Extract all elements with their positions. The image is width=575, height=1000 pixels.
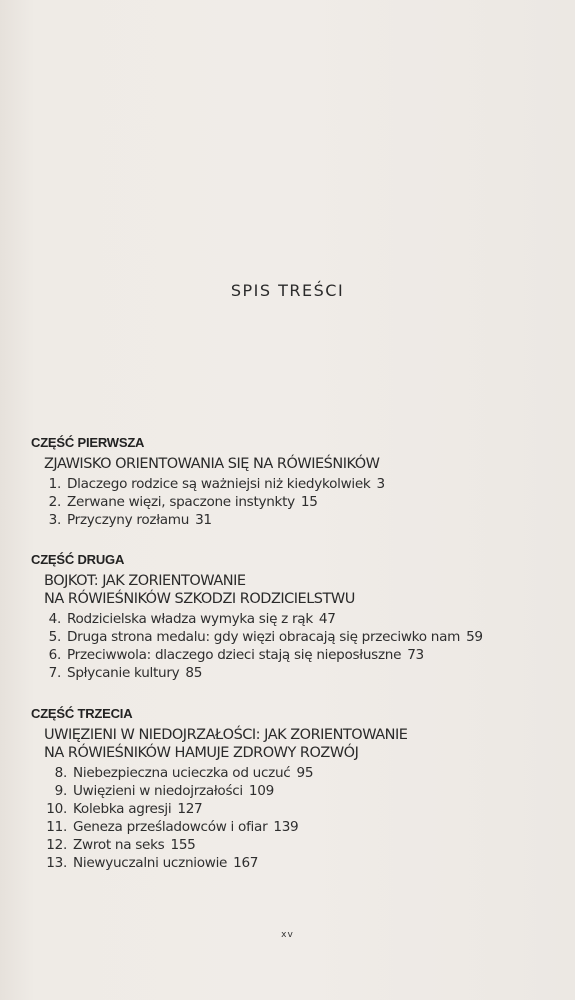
- chapter-entry: [31, 818, 551, 836]
- chapter-title: Spłycanie kultury: [67, 665, 180, 681]
- chapter-entry: [31, 610, 551, 628]
- chapter-entry: [31, 511, 551, 529]
- chapter-title: Przeciwwola: dlaczego dzieci stają się nieposłuszne: [67, 647, 402, 663]
- chapter-entry: [31, 854, 551, 872]
- chapter-number: 7.: [48, 665, 61, 681]
- page-number: xv: [281, 930, 294, 940]
- chapter-entry: [31, 836, 551, 854]
- chapter-title: Rodzicielska władza wymyka się z rąk: [67, 611, 313, 627]
- part-1: [31, 435, 551, 529]
- chapter-page: 73: [407, 647, 424, 663]
- part-3: [31, 706, 551, 872]
- chapter-number: 12.: [46, 837, 67, 853]
- part-heading-line: ZJAWISKO ORIENTOWANIA SIĘ NA RÓWIEŚNIKÓW: [44, 456, 380, 472]
- chapter-number: 9.: [54, 783, 67, 799]
- chapter-page: 155: [170, 837, 196, 853]
- chapter-title: Zerwane więzi, spaczone instynkty: [67, 494, 295, 510]
- part-heading-line: NA RÓWIEŚNIKÓW SZKODZI RODZICIELSTWU: [44, 591, 355, 607]
- part-heading: [44, 455, 551, 473]
- chapter-entry: [31, 764, 551, 782]
- chapter-title: Geneza prześladowców i ofiar: [73, 819, 268, 835]
- chapter-title: Druga strona medalu: gdy więzi obracają się przeciwko nam: [67, 629, 461, 645]
- part-label: CZĘŚĆ TRZECIA: [31, 706, 133, 721]
- chapter-page: 95: [296, 765, 314, 781]
- chapter-entry: [31, 800, 551, 818]
- chapter-title: Uwięzieni w niedojrzałości: [73, 783, 243, 799]
- chapter-page: 47: [318, 611, 336, 627]
- chapter-number: 13.: [46, 855, 67, 871]
- chapter-entry: [31, 646, 551, 664]
- chapter-entry: [31, 782, 551, 800]
- chapter-title: Przyczyny rozłamu: [67, 512, 190, 528]
- chapter-title: Dlaczego rodzice są ważniejsi niż kiedykolwiek: [67, 476, 371, 492]
- chapter-entry: [31, 664, 551, 682]
- chapter-number: 1.: [48, 476, 61, 492]
- chapter-entry: [31, 475, 551, 493]
- chapter-title: Niewyuczalni uczniowie: [73, 855, 228, 871]
- chapter-page: 85: [185, 665, 203, 681]
- chapter-page: 3: [376, 476, 385, 492]
- chapter-title: Niebezpieczna ucieczka od uczuć: [73, 765, 291, 781]
- chapter-number: 10.: [46, 801, 67, 817]
- chapter-entry: [31, 493, 551, 511]
- chapter-title: Zwrot na seks: [73, 837, 165, 853]
- chapter-list: [31, 475, 551, 529]
- part-label: CZĘŚĆ PIERWSZA: [31, 435, 145, 450]
- chapter-number: 11.: [46, 819, 67, 835]
- chapter-list: [31, 764, 551, 872]
- part-2: [31, 552, 551, 682]
- chapter-title: Kolebka agresji: [73, 801, 172, 817]
- page-title: SPIS TREŚCI: [230, 281, 345, 300]
- chapter-number: 2.: [48, 494, 61, 510]
- chapter-number: 4.: [48, 611, 61, 627]
- chapter-list: [31, 610, 551, 682]
- chapter-page: 167: [233, 855, 259, 871]
- part-heading: [44, 726, 551, 762]
- chapter-number: 5.: [48, 629, 61, 645]
- chapter-page: 139: [273, 819, 299, 835]
- chapter-number: 6.: [48, 647, 61, 663]
- chapter-page: 59: [466, 629, 483, 645]
- chapter-entry: [31, 628, 551, 646]
- chapter-page: 127: [177, 801, 203, 817]
- chapter-page: 15: [300, 494, 318, 510]
- part-heading: [44, 572, 551, 608]
- part-label: CZĘŚĆ DRUGA: [31, 552, 125, 567]
- chapter-number: 8.: [54, 765, 67, 781]
- chapter-number: 3.: [48, 512, 61, 528]
- part-heading-line: UWIĘZIENI W NIEDOJRZAŁOŚCI: JAK ZORIENTOWANIE: [44, 727, 408, 743]
- part-heading-line: NA RÓWIEŚNIKÓW HAMUJE ZDROWY ROZWÓJ: [44, 745, 359, 761]
- chapter-page: 31: [195, 512, 212, 528]
- chapter-page: 109: [248, 783, 274, 799]
- part-heading-line: BOJKOT: JAK ZORIENTOWANIE: [44, 573, 246, 589]
